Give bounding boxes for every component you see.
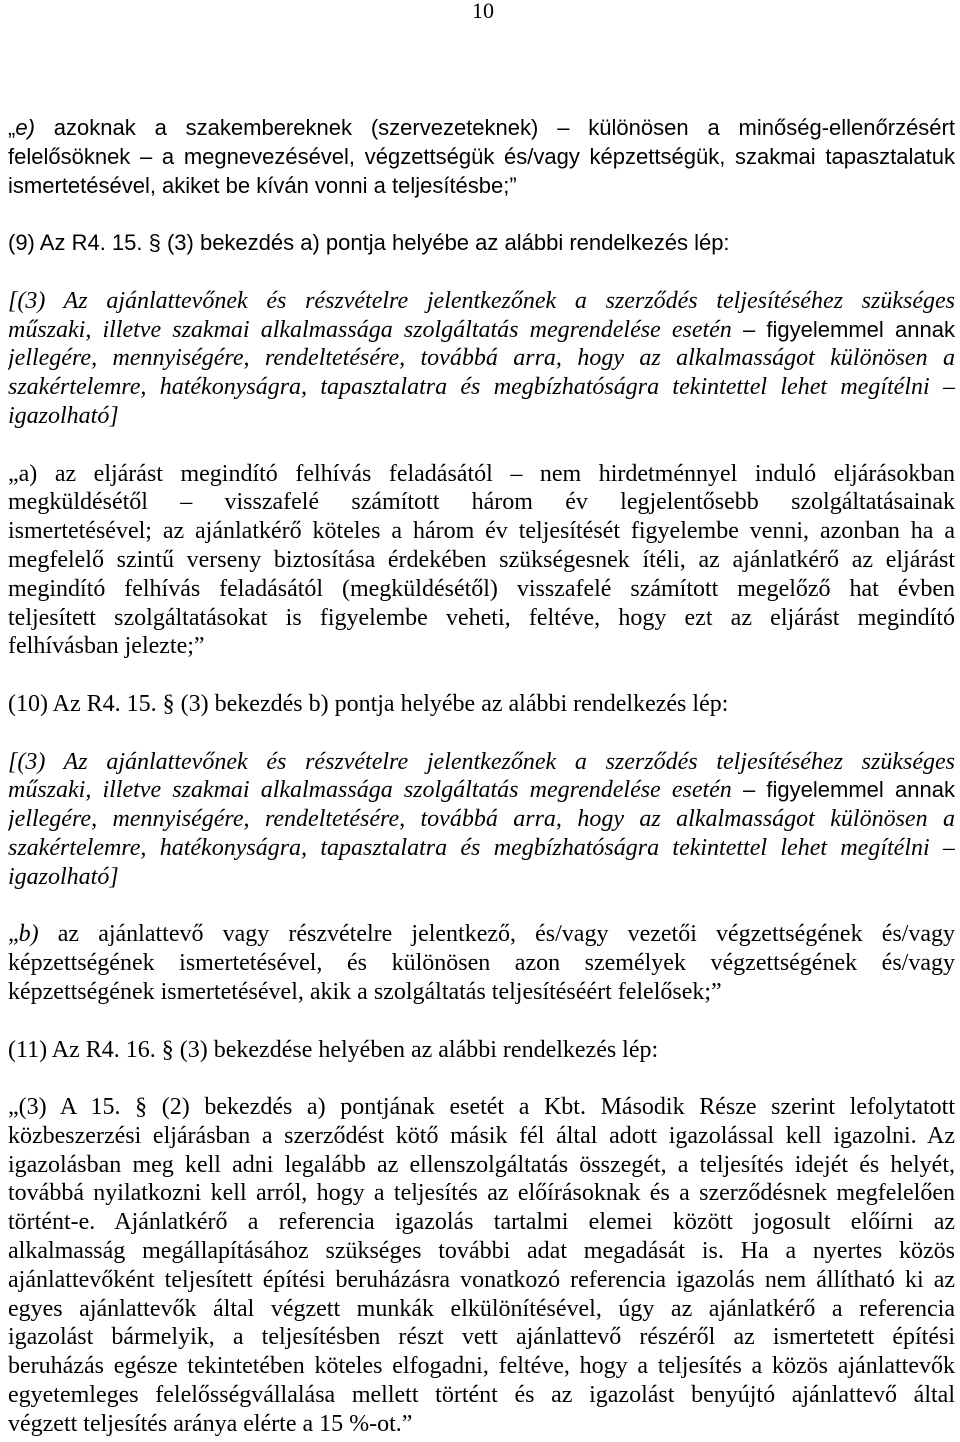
point-a-line-4: megfelelő szintű verseny biztosítása érdekében szükségesnek ítéli, az ajánlatkérő az eljárást bbox=[8, 546, 955, 573]
point-e-paragraph bbox=[8, 114, 955, 200]
paragraph-3-line: közbeszerzési eljárásban a szerződést kötő másik fél által adott igazolással kell igazolni. Az bbox=[8, 1122, 955, 1149]
quoted-a-line-1: [(3) Az ajánlattevőnek és részvételre jelentkezőnek a szerződés teljesítéséhez szükséges bbox=[8, 287, 955, 314]
quoted-b-line-3: jellegére, mennyiségére, rendeltetésére, továbbá arra, hogy az alkalmasságot különösen a bbox=[8, 806, 955, 833]
line-text-upright: – figyelemmel annak bbox=[742, 316, 955, 342]
quoted-a-line-5: igazolható] bbox=[8, 402, 119, 429]
line-text: az ajánlattevő vagy részvételre jelentkező, és/vagy vezetői végzettségének és/vagy bbox=[57, 921, 955, 948]
point-e-line-1 bbox=[8, 114, 955, 143]
quoted-b-line-5: igazolható] bbox=[8, 863, 119, 890]
paragraph-3-line: ajánlattevőként teljesített építési beruházásra vonatkozó referencia igazolás nem állítható ki az bbox=[8, 1266, 955, 1293]
paragraph-3 bbox=[8, 1093, 955, 1439]
opening-quote: „ bbox=[8, 115, 16, 140]
point-b-line-2: képzettségének ismertetésével, és különösen azon személyek végzettségének és/vagy bbox=[8, 950, 955, 977]
point-a-line-3: ismertetésével; az ajánlatkérő köteles a három év teljesítését figyelembe venni, azonban ha a bbox=[8, 518, 955, 545]
paragraph-3-line: továbbá nyilatkozni kell arról, hogy a teljesítés az előírásoknak és a szerződésnek megfelelően bbox=[8, 1180, 955, 1207]
quoted-b-line-4: szakértelemre, hatékonyságra, tapasztalatra és megbízhatóságra tekintettel lehet megítélni – bbox=[8, 834, 955, 861]
quoted-a-line-3: jellegére, mennyiségére, rendeltetésére, továbbá arra, hogy az alkalmasságot különösen a bbox=[8, 345, 955, 372]
line-text-italic: műszaki, illetve szakmai alkalmassága szolgáltatás megrendelése esetén bbox=[8, 316, 732, 343]
opening-quote: „ bbox=[8, 921, 19, 948]
point-label: e) bbox=[15, 115, 35, 140]
point-b-line-3: képzettségének ismertetésével, akik a szolgáltatás teljesítéséért felelősek;” bbox=[8, 978, 722, 1005]
point-a-line-6: teljesített szolgáltatásokat is figyelembe veheti, feltéve, hogy ezt az eljárást megindító bbox=[8, 604, 955, 631]
point-label: b) bbox=[18, 921, 39, 948]
quoted-a-line-4: szakértelemre, hatékonyságra, tapasztalatra és megbízhatóságra tekintettel lehet megítélni – bbox=[8, 374, 955, 401]
paragraph-gap bbox=[8, 1064, 955, 1093]
quoted-b-line-1: [(3) Az ajánlattevőnek és részvételre jelentkezőnek a szerződés teljesítéséhez szükséges bbox=[8, 748, 955, 775]
amendment-11-heading: (11) Az R4. 16. § (3) bekezdése helyében az alábbi rendelkezés lép: bbox=[8, 1036, 659, 1063]
paragraph-3-line: alkalmasság megállapításához szükséges további adat megadását is. Ha a nyertes közös bbox=[8, 1238, 955, 1265]
page-number: 10 bbox=[472, 0, 494, 23]
point-a-paragraph bbox=[8, 460, 955, 662]
paragraph-3-line: „(3) A 15. § (2) bekezdés a) pontjának esetét a Kbt. Második Része szerint lefolytatott bbox=[8, 1094, 955, 1121]
paragraph-gap bbox=[8, 431, 955, 460]
point-a-line-1: „a) az eljárást megindító felhívás feladásától – nem hirdetménnyel induló eljárásokban bbox=[8, 460, 955, 487]
paragraph-gap bbox=[8, 200, 955, 229]
point-a-line-2: megküldésétől – visszafelé számított három év legjelentősebb szolgáltatásainak bbox=[8, 489, 955, 516]
paragraph-gap bbox=[8, 892, 955, 921]
line-text-upright: – figyelemmel annak bbox=[742, 777, 955, 803]
quoted-a-line-2 bbox=[8, 316, 955, 345]
point-b-paragraph bbox=[8, 920, 955, 1006]
quoted-b-line-2 bbox=[8, 776, 955, 805]
paragraph-3-line: egyes ajánlattevők által végzett munkák elkülönítésével, úgy az ajánlatkérő a referencia bbox=[8, 1295, 955, 1322]
paragraph-3-line: végzett teljesítés aránya elérte a 15 %-ot.” bbox=[8, 1410, 413, 1437]
line-text-italic: műszaki, illetve szakmai alkalmassága szolgáltatás megrendelése esetén bbox=[8, 777, 732, 804]
line-text: azoknak a szakembereknek (szervezeteknek) – különösen a minőség-ellenőrzésért bbox=[53, 115, 955, 140]
paragraph-3-line: beruházás egésze tekintetében köteles elfogadni, feltéve, hogy a teljesítés a közös ajánlattevők bbox=[8, 1353, 955, 1380]
document-page bbox=[8, 114, 955, 1439]
paragraph-3-line: igazolást bármelyik, a teljesítésben részt vett ajánlattevő részéről az ismertetett építési bbox=[8, 1324, 955, 1351]
amendment-10-heading: (10) Az R4. 15. § (3) bekezdés b) pontja helyébe az alábbi rendelkezés lép: bbox=[8, 690, 729, 717]
point-a-line-5: megindító felhívás feladásától (megküldésétől) visszafelé számított megelőző hat évben bbox=[8, 575, 955, 602]
paragraph-3-line: egyetemleges felelősségvállalása mellett történt és az igazolást benyújtó ajánlattevő által bbox=[8, 1382, 955, 1409]
point-e-line-3: ismertetésével, akiket be kíván vonni a teljesítésbe;” bbox=[8, 172, 517, 198]
amendment-9-heading: (9) Az R4. 15. § (3) bekezdés a) pontja helyébe az alábbi rendelkezés lép: bbox=[8, 230, 730, 256]
paragraph-3-line: történt-e. Ajánlatkérő a referencia igazolás tartalmi elemei között jogosult előírni az bbox=[8, 1209, 955, 1236]
quoted-original-text-b bbox=[8, 748, 955, 892]
paragraph-gap bbox=[8, 719, 955, 748]
point-a-line-7: felhívásban jelezte;” bbox=[8, 633, 205, 660]
paragraph-gap bbox=[8, 661, 955, 690]
paragraph-gap bbox=[8, 258, 955, 287]
point-b-line-1 bbox=[8, 920, 955, 949]
point-e-line-2: felelősöknek – a megnevezésével, végzettségük és/vagy képzettségük, szakmai tapasztalatuk bbox=[8, 143, 955, 169]
quoted-original-text-a bbox=[8, 287, 955, 431]
paragraph-gap bbox=[8, 1007, 955, 1036]
paragraph-3-line: igazolásban meg kell adni legalább az ellenszolgáltatás összegét, a teljesítés idejét és helyét, bbox=[8, 1151, 955, 1178]
